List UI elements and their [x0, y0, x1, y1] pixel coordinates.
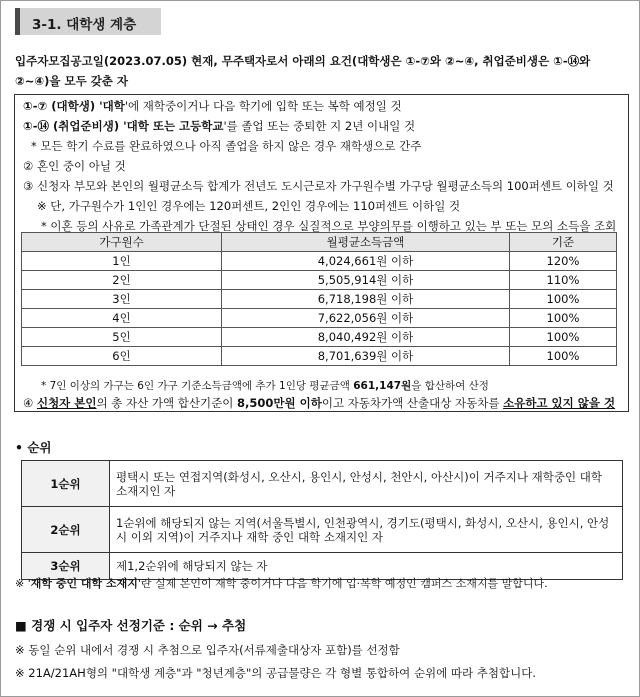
header-criteria: 기준: [510, 233, 617, 252]
section-title: 3-1. 대학생 계층: [32, 17, 137, 33]
ranking-note-keyword: 재학 중인 대학 소재지: [30, 577, 138, 590]
requirement-1a: [23, 97, 402, 115]
rank-description: 평택시 또는 연접지역(화성시, 오산시, 용인시, 안성시, 천안시, 아산시)이 거주지나 재학중인 대학 소재지인 자: [110, 461, 623, 507]
members-cell: 1인: [22, 252, 222, 271]
requirement-1b: [23, 117, 415, 135]
requirement-1b-text: '를 졸업 또는 중퇴한 지 2년 이내일 것: [223, 119, 416, 133]
table-row: [22, 461, 623, 507]
criteria-cell: 100%: [510, 328, 617, 347]
amount-cell: 7,622,056원 이하: [222, 309, 510, 328]
ranking-note-prefix: ※ ': [15, 577, 31, 590]
rank-label: 3순위: [22, 553, 110, 580]
requirement-4: [23, 394, 615, 412]
members-cell: 4인: [22, 309, 222, 328]
table-row: [22, 290, 617, 309]
amount-cell: 8,040,492원 이하: [222, 328, 510, 347]
requirement-4-text-1: 의 총 자산 가액 합산기준이: [96, 396, 238, 410]
eligibility-intro: [15, 51, 627, 91]
requirement-3-note-2: * 이혼 등의 사유로 가족관계가 단절된 상태인 경우 실질적으로 부양의무를 이행하고 있는 부 또는 모의 소득을 조회: [41, 219, 617, 233]
requirement-1b-keyword: 대학 또는 고등학교: [126, 119, 224, 133]
header-members: 가구원수: [22, 233, 222, 252]
rank-label: 2순위: [22, 507, 110, 553]
amount-cell: 6,718,198원 이하: [222, 290, 510, 309]
selection-note-1: ※ 동일 순위 내에서 경쟁 시 추첨으로 입주자(서류제출대상자 포함)를 선정함: [15, 643, 400, 657]
criteria-cell: 100%: [510, 309, 617, 328]
requirement-2: ② 혼인 중이 아닐 것: [23, 159, 126, 173]
intro-line-2: ②~④)을 모두 갖춘 자: [15, 74, 129, 88]
members-cell: 2인: [22, 271, 222, 290]
ranking-note-text: '란 실제 본인이 재학 중이거나 다음 학기에 입·복학 예정인 캠퍼스 소재지를 말합니다.: [137, 577, 548, 590]
members-cell: 3인: [22, 290, 222, 309]
income-table-note-suffix: 을 합산하여 산정: [411, 380, 489, 392]
income-table-note: [41, 377, 489, 395]
table-row: [22, 309, 617, 328]
requirement-1a-keyword: 대학: [102, 99, 125, 113]
table-row: [22, 507, 623, 553]
ranking-title: • 순위: [15, 440, 52, 455]
criteria-cell: 100%: [510, 290, 617, 309]
members-cell: 6인: [22, 347, 222, 366]
rank-description: 제1,2순위에 해당되지 않는 자: [110, 553, 623, 580]
members-cell: 5인: [22, 328, 222, 347]
header-amount: 월평균소득금액: [222, 233, 510, 252]
table-row: [22, 347, 617, 366]
rank-label: 1순위: [22, 461, 110, 507]
amount-cell: 8,701,639원 이하: [222, 347, 510, 366]
ranking-note: [15, 575, 548, 591]
selection-criteria-title: ■ 경쟁 시 입주자 선정기준 : 순위 → 추첨: [15, 618, 247, 633]
section-heading: [15, 8, 161, 35]
amount-cell: 4,024,661원 이하: [222, 252, 510, 271]
criteria-cell: 100%: [510, 347, 617, 366]
criteria-cell: 120%: [510, 252, 617, 271]
rank-description: 1순위에 해당되지 않는 지역(서울특별시, 인천광역시, 경기도(평택시, 화성시, 오산시, 용인시, 안성시 이외 지역)이 거주지나 재학 중인 대학 소재지인 자: [110, 507, 623, 553]
requirement-4-asset-limit: 8,500만원 이하: [237, 396, 322, 410]
ranking-table: [21, 460, 623, 580]
requirement-1a-text: '에 재학중이거나 다음 학기에 입학 또는 복학 예정일 것: [124, 99, 402, 113]
intro-line-1: 입주자모집공고일(2023.07.05) 현재, 무주택자로서 아래의 요건(대학생은 ①-⑦와 ②~④, 취업준비생은 ①-⑭와: [15, 54, 591, 68]
requirement-1b-prefix: ①-⑭ (취업준비생) ': [23, 119, 127, 133]
selection-note-2: ※ 21A/21AH형의 "대학생 계층"과 "청년계층"의 공급물량은 각 형별 통합하여 순위에 따라 추첨합니다.: [15, 666, 536, 680]
income-table-note-amount: 661,147원: [353, 380, 412, 392]
income-table-note-text: * 7인 이상의 가구는 6인 가구 기준소득금액에 추가 1인당 평균금액: [41, 380, 354, 392]
requirement-4-subject: 신청자 본인: [36, 396, 97, 410]
income-table: [21, 232, 617, 366]
table-row: [22, 328, 617, 347]
income-table-header: [22, 233, 617, 252]
requirement-4-text-2: 이고 자동차가액 산출대상 자동차를: [321, 396, 504, 410]
requirement-4-number: ④: [23, 396, 37, 410]
criteria-cell: 110%: [510, 271, 617, 290]
amount-cell: 5,505,914원 이하: [222, 271, 510, 290]
requirement-4-car-condition: 소유하고 있지 않을 것: [503, 396, 616, 410]
table-row: [22, 252, 617, 271]
requirement-3-note-1: ※ 단, 가구원수가 1인인 경우에는 120퍼센트, 2인인 경우에는 110퍼센트 이하일 것: [37, 199, 461, 213]
requirement-3: ③ 신청자 부모와 본인의 월평균소득 합계가 전년도 도시근로자 가구원수별 가구당 월평균소득의 100퍼센트 이하일 것: [23, 179, 614, 193]
requirement-1-note: * 모든 학기 수료를 완료하였으나 아직 졸업을 하지 않은 경우 재학생으로 간주: [31, 139, 422, 153]
requirement-1a-prefix: ①-⑦ (대학생) ': [23, 99, 103, 113]
table-row: [22, 271, 617, 290]
